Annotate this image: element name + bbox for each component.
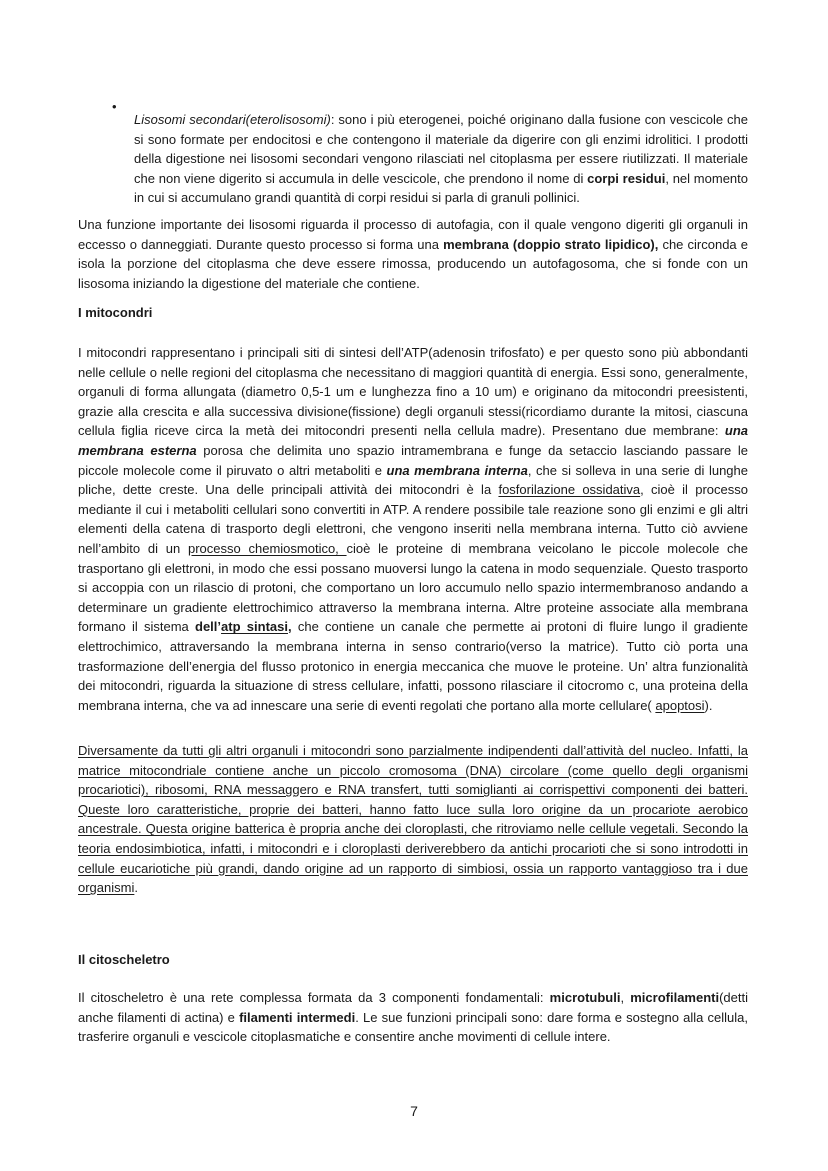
text-run: , cioè il processo mediante il cui i metaboliti cellulari sono convertiti in ATP. A rendere possibile tale reazione sono gli enzimi e gli altri elementi della catena di trasporto degli elettroni, che vengono inseriti nella membrana interna. Tutto ciò avviene nell’ambito di un — [78, 482, 748, 556]
bold-text: microtubuli — [549, 990, 621, 1005]
text-run: che circonda e isola la porzione del citoplasma che deve essere rimossa, producendo un autofagosoma, che si fonde con un lisosoma iniziando la digestione del materiale che contiene. — [78, 236, 748, 291]
text-run: . Le sue funzioni principali sono: dare forma e sostegno alla cellula, trasferire organuli e vescicole citoplasmatiche e consentire anche movimenti di cellule intere. — [78, 1009, 748, 1045]
page-number: 7 — [410, 1103, 418, 1119]
italic-text: Lisosomi secondari(eterolisosomi) — [134, 112, 331, 127]
bold-text: corpi residui — [587, 170, 666, 186]
bullet-item-lisosomi-secondari — [78, 97, 748, 221]
bold-text: atp sintasi — [221, 619, 288, 635]
text-run: , che si solleva in una serie di lunghe pliche, dette creste. Una delle principali attività dei mitocondri è la — [78, 462, 748, 498]
underlined-text: apoptosi — [655, 697, 705, 713]
paragraph-autofagia — [78, 215, 748, 293]
underlined-text: processo chemiosmotico, — [187, 540, 347, 556]
text-run: , — [620, 990, 631, 1005]
bold-text: una membrana esterna — [78, 423, 748, 458]
bold-text: , — [287, 619, 292, 635]
paragraph-lisosomi-secondari — [134, 110, 748, 208]
text-run: I mitocondri rappresentano i principali siti di sintesi dell’ATP(adenosin trifosfato) e per questo sono più abbondanti nelle cellule o nelle regioni del citoplasma che necessitano di maggiori quantità di energia. Essi sono, generalmente, organuli di forma allungata (diametro 0,5-1 um e lunghezza fino a 10 um) e originano da mitocondri preesistenti, grazie alla crescita e alla successiva divisione(fissione) degli organuli stessi(ricordiamo durante la mitosi, ciascuna cellula figlia riceve circa la metà dei mitocondri presenti nella cellula madre). Presentano due membrane: — [78, 345, 748, 439]
bold-text: dell’ — [195, 619, 222, 635]
text-run: ). — [704, 697, 713, 713]
text-run: cioè le proteine di membrana veicolano le piccole molecole che trasportano gli elettroni, in modo che essi possano muoversi lungo la catena in modo sequenziale. Questo trasporto si accoppia con un rilascio di protoni, che comportano un loro accumulo nello spazio intermembranoso andando a determinare un gradiente elettrochimico attraverso la membrana interna. Altre proteine associate alla membrana formano il sistema — [78, 540, 749, 635]
heading-mitocondri: I mitocondri — [78, 305, 153, 320]
text-run: Il citoscheletro è una rete complessa formata da 3 componenti fondamentali: — [78, 990, 550, 1005]
text-run: porosa che delimita uno spazio intramembrana e funge da setaccio lasciando passare le piccole molecole come il piruvato o altri metaboliti e — [78, 442, 748, 478]
text-run: Una funzione importante dei lisosomi riguarda il processo di autofagia, con il quale vengono digeriti gli organuli in eccesso o danneggiati. Durante questo processo si forma una — [78, 217, 748, 252]
paragraph-mitocondri — [78, 343, 748, 715]
text-run: (detti anche filamenti di actina) e — [78, 990, 748, 1025]
bold-text: una membrana interna — [386, 462, 528, 478]
bold-text: microfilamenti — [630, 990, 720, 1005]
paragraph-citoscheletro — [78, 988, 748, 1047]
text-run: : sono i più eterogenei, poiché originano dalla fusione con vescicole che si sono formate per endocitosi e che contengono il materiale da digerire con gli enzimi idrolitici. I prodotti della digestione nei lisosomi secondari vengono rilasciati nel citoplasma per essere riutilizzati. Il materiale che non viene digerito si accumula in delle vescicole, che prendono il nome di — [134, 112, 748, 186]
underlined-text: Diversamente da tutti gli altri organuli i mitocondri sono parzialmente indipendenti dall’attività del nucleo. Infatti, la matrice mitocondriale contiene anche un piccolo cromosoma (DNA) circolare (come quello degli organismi procariotici), ribosomi, RNA messaggero e RNA transfert, tutti somiglianti ai corrispettivi componenti dei batteri. Queste loro caratteristiche, proprie dei batteri, hanno fatto luce sulla loro origine da un procariote aerobico ancestrale. Questa origine batterica è propria anche dei cloroplasti, che ritroviamo nelle cellule vegetali. Secondo la teoria endosimbiotica, infatti, i mitocondri e i cloroplasti deriverebbero da antichi procarioti che si sono introdotti in cellule eucariotiche più grandi, dando origine ad un rapporto di simbiosi, ossia un rapporto vantaggioso tra i due organismi — [78, 743, 748, 896]
bold-text: filamenti intermedi — [239, 1009, 356, 1025]
heading-citoscheletro: Il citoscheletro — [78, 952, 170, 967]
bold-text: membrana (doppio strato lipidico), — [443, 236, 659, 252]
text-run: che contiene un canale che permette ai protoni di fluire lungo il gradiente elettrochimico, attraversando la membrana interna in senso contrario(verso la matrice). Tutto ciò porta una trasformazione dell’energia del flusso protonico in energia meccanica che muove le proteine. Un’ altra funzionalità dei mitocondri, riguarda la situazione di stress cellulare, infatti, possono rilasciare il citocromo c, una proteina della membrana interna, che va ad innescare una serie di eventi regolati che portano alla morte cellulare( — [78, 619, 748, 713]
underlined-text: fosforilazione ossidativa — [498, 482, 641, 498]
text-run: , nel momento in cui si accumulano grandi quantità di corpi residui si parla di granuli pollinici. — [134, 170, 748, 206]
text-run: . — [134, 880, 138, 896]
paragraph-origine-endosimbiotica — [78, 741, 748, 898]
bullet-icon: • — [112, 99, 117, 114]
